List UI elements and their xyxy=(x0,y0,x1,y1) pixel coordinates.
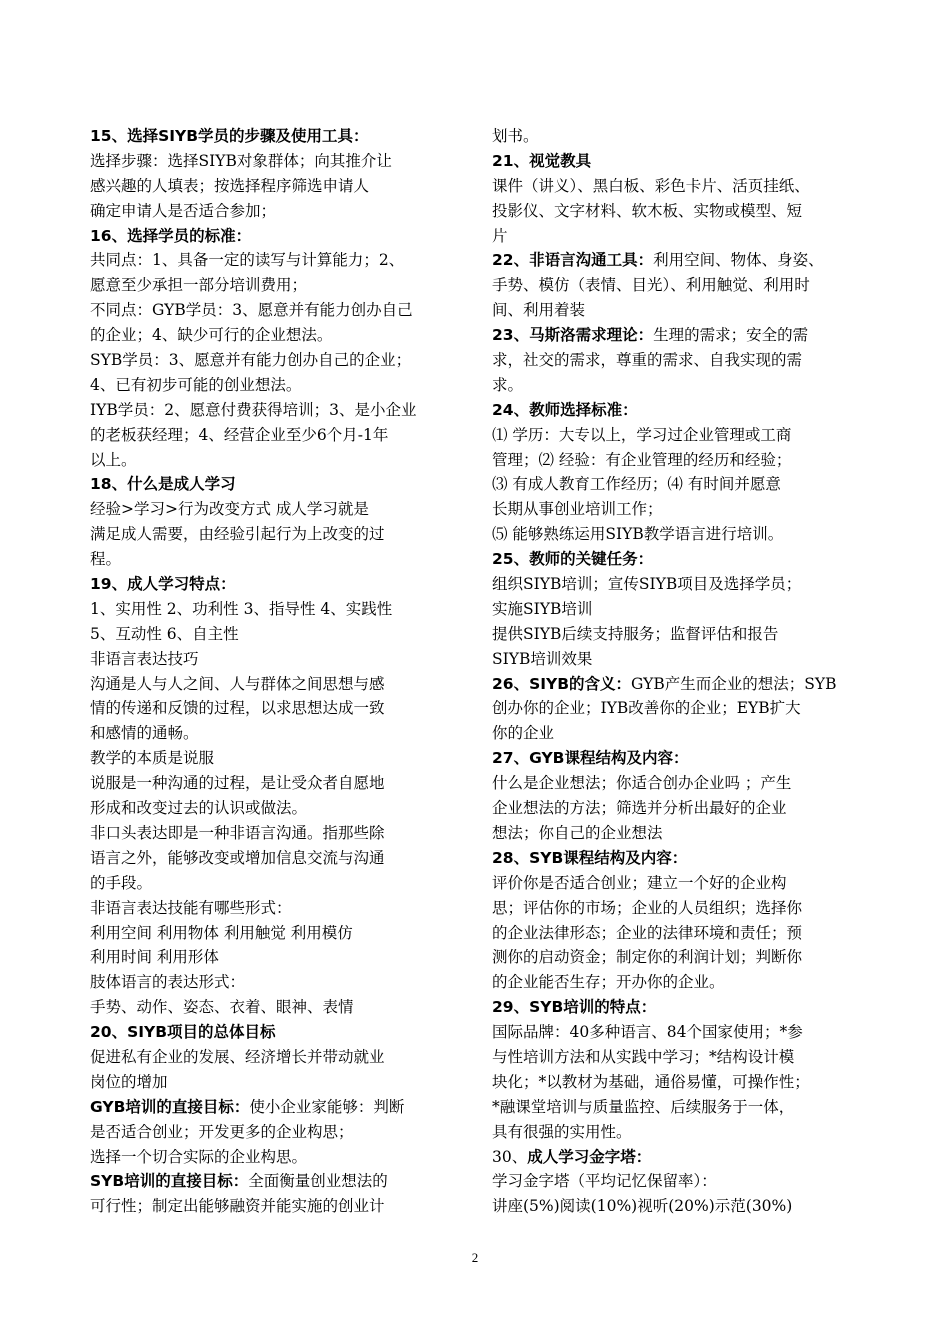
body-text: 学习金字塔（平均记忆保留率）： xyxy=(492,1172,717,1191)
text-line xyxy=(492,423,860,448)
text-line xyxy=(492,672,860,697)
body-text: 创办你的企业；IYB改善你的企业；EYB扩大 xyxy=(492,699,801,718)
text-line xyxy=(492,547,860,572)
body-text: 非语言表达技巧 xyxy=(90,649,199,668)
body-text: 提供SIYB后续支持服务；监督评估和报告 xyxy=(492,624,779,643)
body-text: 组织SIYB培训；宣传SIYB项目及选择学员； xyxy=(492,575,802,594)
body-text: 非语言表达技能有哪些形式： xyxy=(90,898,292,917)
body-text: 感兴趣的人填表；按选择程序筛选申请人 xyxy=(90,176,370,195)
text-line xyxy=(90,1169,458,1194)
body-text: 1、实用性 2、功利性 3、指导性 4、实践性 xyxy=(90,599,393,618)
body-text: 和感情的通畅。 xyxy=(90,724,199,743)
body-text: ⑸ 能够熟练运用SIYB教学语言进行培训。 xyxy=(492,525,784,544)
body-text: 全面衡量创业想法的 xyxy=(248,1172,388,1191)
body-text: 利用时间 利用形体 xyxy=(90,948,219,967)
text-line xyxy=(492,448,860,473)
text-line xyxy=(90,846,458,871)
text-line xyxy=(90,821,458,846)
body-text: 30、 xyxy=(492,1147,528,1166)
text-line xyxy=(90,348,458,373)
body-text: 肢体语言的表达形式： xyxy=(90,973,246,992)
text-line xyxy=(90,622,458,647)
text-line xyxy=(492,1095,860,1120)
text-line xyxy=(90,721,458,746)
text-line xyxy=(90,423,458,448)
heading-text: 成人学习金字塔： xyxy=(527,1147,652,1166)
text-line xyxy=(492,1169,860,1194)
text-line xyxy=(90,199,458,224)
text-line xyxy=(90,124,458,149)
text-line xyxy=(492,1194,860,1219)
body-text: 形成和改变过去的认识或做法。 xyxy=(90,799,308,818)
text-line xyxy=(492,771,860,796)
text-line xyxy=(90,472,458,497)
heading-text: GYB培训的直接目标： xyxy=(90,1097,250,1116)
text-line xyxy=(90,672,458,697)
left-column xyxy=(90,124,458,1219)
text-line xyxy=(492,871,860,896)
text-line xyxy=(492,647,860,672)
text-line xyxy=(492,373,860,398)
text-line xyxy=(90,1194,458,1219)
text-line xyxy=(90,1095,458,1120)
text-line xyxy=(492,248,860,273)
text-line xyxy=(492,696,860,721)
body-text: 长期从事创业培训工作； xyxy=(492,500,663,519)
text-line xyxy=(90,149,458,174)
body-text: 共同点：1、具备一定的读写与计算能力；2、 xyxy=(90,251,405,270)
text-line xyxy=(492,398,860,423)
body-text: SYB学员：3、愿意并有能力创办自己的企业； xyxy=(90,351,412,370)
body-text: 管理；⑵ 经验：有企业管理的经历和经验； xyxy=(492,450,792,469)
body-text: 测你的启动资金；制定你的利润计划；判断你 xyxy=(492,948,803,967)
text-line xyxy=(90,871,458,896)
text-line xyxy=(492,572,860,597)
text-line xyxy=(492,497,860,522)
body-text: 想法；你自己的企业想法 xyxy=(492,823,663,842)
text-line xyxy=(90,696,458,721)
body-text: 课件（讲义）、黑白板、彩色卡片、活页挂纸、 xyxy=(492,176,810,195)
body-text: 你的企业 xyxy=(492,724,555,743)
text-line xyxy=(492,1145,860,1170)
text-line xyxy=(492,224,860,249)
text-line xyxy=(90,896,458,921)
text-line xyxy=(90,298,458,323)
text-line xyxy=(492,1070,860,1095)
text-line xyxy=(90,1070,458,1095)
text-line xyxy=(492,472,860,497)
body-text: 程。 xyxy=(90,550,122,569)
text-line xyxy=(492,721,860,746)
body-text: 4、已有初步可能的创业想法。 xyxy=(90,375,302,394)
body-text: 确定申请人是否适合参加； xyxy=(90,201,277,220)
text-line xyxy=(492,298,860,323)
text-line xyxy=(90,1020,458,1045)
body-text: 思；评估你的市场；企业的人员组织；选择你 xyxy=(492,898,803,917)
body-text: 满足成人需要，由经验引起行为上改变的过 xyxy=(90,525,385,544)
text-line xyxy=(492,846,860,871)
text-line xyxy=(90,945,458,970)
page-number: 2 xyxy=(471,1250,479,1265)
text-line xyxy=(492,1120,860,1145)
body-text: 说服是一种沟通的过程，是让受众者自愿地 xyxy=(90,774,385,793)
text-line xyxy=(90,448,458,473)
text-line xyxy=(492,199,860,224)
text-line xyxy=(492,149,860,174)
text-line xyxy=(90,921,458,946)
body-text: 情的传递和反馈的过程，以求思想达成一致 xyxy=(90,699,385,718)
body-text: 选择步骤：选择SIYB对象群体；向其推介让 xyxy=(90,151,392,170)
body-text: 非口头表达即是一种非语言沟通。指那些除 xyxy=(90,823,385,842)
text-line xyxy=(90,647,458,672)
text-line xyxy=(90,547,458,572)
text-line xyxy=(492,522,860,547)
body-text: 可行性；制定出能够融资并能实施的创业计 xyxy=(90,1197,385,1216)
text-line xyxy=(90,597,458,622)
text-line xyxy=(492,323,860,348)
body-text: 手势、动作、姿态、衣着、眼神、表情 xyxy=(90,998,354,1017)
text-line xyxy=(492,896,860,921)
text-line xyxy=(90,1045,458,1070)
text-line xyxy=(492,124,860,149)
text-line xyxy=(492,970,860,995)
text-line xyxy=(90,1120,458,1145)
heading-text: 26、SIYB的含义： xyxy=(492,674,632,693)
body-text: GYB产生而企业的想法；SYB xyxy=(631,674,837,693)
body-text: IYB学员：2、愿意付费获得培训；3、是小企业 xyxy=(90,400,417,419)
body-text: 不同点：GYB学员：3、愿意并有能力创办自己 xyxy=(90,301,413,320)
body-text: 以上。 xyxy=(90,450,137,469)
text-line xyxy=(90,224,458,249)
text-line xyxy=(492,174,860,199)
text-line xyxy=(90,522,458,547)
text-line xyxy=(90,796,458,821)
body-text: 利用空间 利用物体 利用触觉 利用模仿 xyxy=(90,923,353,942)
text-line xyxy=(90,373,458,398)
text-line xyxy=(90,771,458,796)
body-text: 片 xyxy=(492,226,508,245)
text-line xyxy=(90,995,458,1020)
heading-text: SYB培训的直接目标： xyxy=(90,1172,249,1191)
text-line xyxy=(492,273,860,298)
body-text: 什么是企业想法；你适合创办企业吗 ；产生 xyxy=(492,774,792,793)
text-line xyxy=(492,921,860,946)
heading-text: 29、SYB培训的特点： xyxy=(492,998,657,1017)
body-text: 利用空间、物体、身姿、 xyxy=(653,251,824,270)
text-line xyxy=(492,622,860,647)
text-line xyxy=(90,746,458,771)
text-line xyxy=(90,398,458,423)
heading-text: 28、SYB课程结构及内容： xyxy=(492,848,688,867)
heading-text: 27、GYB课程结构及内容： xyxy=(492,749,689,768)
body-text: 投影仪、文字材料、软木板、实物或模型、短 xyxy=(492,201,803,220)
text-line xyxy=(492,821,860,846)
body-text: 岗位的增加 xyxy=(90,1072,168,1091)
heading-text: 24、教师选择标准： xyxy=(492,400,638,419)
heading-text: 15、选择SIYB学员的步骤及使用工具： xyxy=(90,127,369,145)
text-line xyxy=(90,970,458,995)
text-line xyxy=(492,995,860,1020)
heading-text: 16、选择学员的标准： xyxy=(90,226,252,245)
heading-text: 23、马斯洛需求理论： xyxy=(492,326,654,345)
body-text: 沟通是人与人之间、人与群体之间思想与感 xyxy=(90,674,385,693)
text-line xyxy=(90,572,458,597)
body-text: 选择一个切合实际的企业构思。 xyxy=(90,1147,308,1166)
text-line xyxy=(492,945,860,970)
body-text: ⑶ 有成人教育工作经历；⑷ 有时间并愿意 xyxy=(492,475,781,494)
body-text: 实施SIYB培训 xyxy=(492,599,593,618)
body-text: 愿意至少承担一部分培训费用； xyxy=(90,276,308,295)
heading-text: 21、视觉教具 xyxy=(492,151,592,170)
text-line xyxy=(90,1145,458,1170)
body-text: 的手段。 xyxy=(90,873,153,892)
body-text: 国际品牌：40多种语言、84个国家使用；*参 xyxy=(492,1023,803,1042)
right-column xyxy=(492,124,860,1219)
body-text: *融课堂培训与质量监控、后续服务于一体， xyxy=(492,1097,795,1116)
body-text: 与性培训方法和从实践中学习；*结构设计模 xyxy=(492,1047,795,1066)
text-line xyxy=(492,746,860,771)
text-line xyxy=(90,174,458,199)
body-text: 划书。 xyxy=(492,127,539,145)
heading-text: 18、什么是成人学习 xyxy=(90,475,236,494)
body-text: 是否适合创业；开发更多的企业构思； xyxy=(90,1122,354,1141)
text-line xyxy=(90,248,458,273)
body-text: 求，社交的需求，尊重的需求、自我实现的需 xyxy=(492,351,803,370)
text-line xyxy=(492,348,860,373)
text-line xyxy=(492,597,860,622)
heading-text: 25、教师的关键任务： xyxy=(492,550,654,569)
body-text: 块化；*以教材为基础，通俗易懂，可操作性； xyxy=(492,1072,810,1091)
body-text: 促进私有企业的发展、经济增长并带动就业 xyxy=(90,1047,385,1066)
text-line xyxy=(90,323,458,348)
body-text: 经验>学习>行为改变方式 成人学习就是 xyxy=(90,500,369,519)
body-text: 手势、模仿（表情、目光）、利用触觉、利用时 xyxy=(492,276,810,295)
heading-text: 20、SIYB项目的总体目标 xyxy=(90,1023,276,1042)
text-line xyxy=(492,1020,860,1045)
body-text: 的企业法律形态；企业的法律环境和责任；预 xyxy=(492,923,803,942)
body-text: 的企业；4、缺少可行的企业想法。 xyxy=(90,326,333,345)
body-text: 评价你是否适合创业；建立一个好的企业构 xyxy=(492,873,787,892)
body-text: 间、利用着装 xyxy=(492,301,586,320)
body-text: 语言之外，能够改变或增加信息交流与沟通 xyxy=(90,848,385,867)
body-text: ⑴ 学历：大专以上，学习过企业管理或工商 xyxy=(492,425,792,444)
body-text: 企业想法的方法；筛选并分析出最好的企业 xyxy=(492,799,787,818)
body-text: 的企业能否生存；开办你的企业。 xyxy=(492,973,725,992)
body-text: 具有很强的实用性。 xyxy=(492,1122,632,1141)
text-line xyxy=(492,796,860,821)
body-text: 讲座(5%)阅读(10%)视听(20%)示范(30%) xyxy=(492,1197,793,1216)
heading-text: 22、非语言沟通工具： xyxy=(492,251,654,270)
body-text: 教学的本质是说服 xyxy=(90,749,215,768)
body-text: SIYB培训效果 xyxy=(492,649,593,668)
text-line xyxy=(492,1045,860,1070)
body-text: 的老板获经理；4、经营企业至少6个月-1年 xyxy=(90,425,389,444)
heading-text: 19、成人学习特点： xyxy=(90,575,236,594)
body-text: 使小企业家能够：判断 xyxy=(249,1097,405,1116)
body-text: 求。 xyxy=(492,375,524,394)
text-line xyxy=(90,497,458,522)
text-line xyxy=(90,273,458,298)
body-text: 生理的需求；安全的需 xyxy=(653,326,809,345)
body-text: 5、互动性 6、自主性 xyxy=(90,624,239,643)
